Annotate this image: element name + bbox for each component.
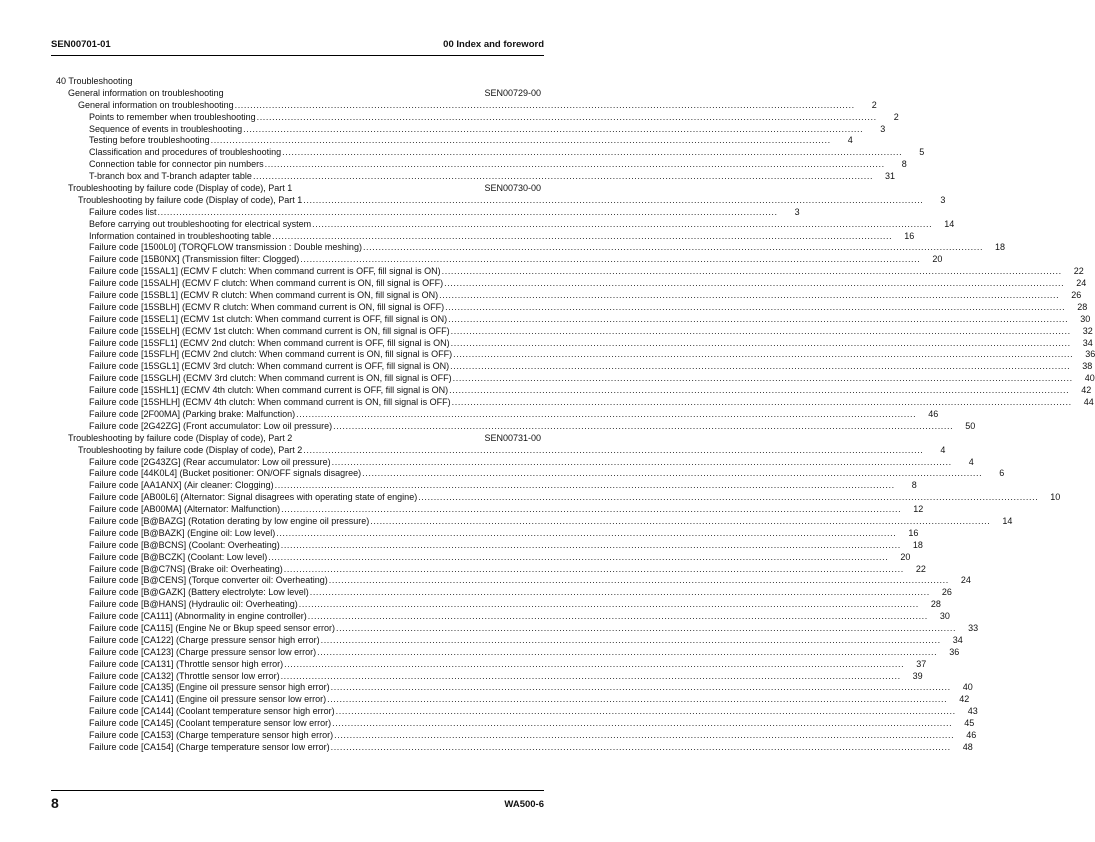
dot-leader: ........................................................................................................................................................................................................ [451,397,1072,408]
toc-entry [0,373,1095,385]
toc-page-number: 50 [965,420,976,431]
dot-leader: ........................................................................................................................................................................................................ [284,658,905,669]
toc-entry [0,266,1084,278]
toc-entry-title: Failure code [CA131] (Throttle sensor high error) [89,658,284,669]
toc-page-number: 22 [1073,266,1084,277]
toc-entry [0,88,595,100]
toc-entry-title: Failure code [CA154] (Charge temperature sensor low error) [89,741,330,752]
toc-page-number: 16 [908,527,919,538]
toc-entry [0,563,926,576]
toc-entry-title: Failure code [CA122] (Charge pressure sensor high error) [89,634,320,645]
toc-page-number: 33 [968,622,979,633]
toc-entry-title: Before carrying out troubleshooting for electrical system [89,218,312,229]
toc-page-number: 46 [966,729,977,740]
toc-entry [0,492,1061,504]
dot-leader: ........................................................................................................................................................................................................ [444,278,1065,289]
toc-page-number: 46 [928,408,939,419]
toc-entry-title: Points to remember when troubleshooting [89,111,256,122]
dot-leader: ........................................................................................................................................................................................................ [298,599,919,610]
toc-entry-title: Failure code [1500L0] (TORQFLOW transmission : Double meshing) [89,242,362,253]
toc-entry-title: Classification and procedures of troubleshooting [89,147,282,158]
toc-entry [0,349,1095,361]
toc-entry-title: Troubleshooting by failure code (Display of code), Part 2 [78,444,303,455]
dot-leader: ........................................................................................................................................................................................................ [283,563,904,574]
toc-entry [0,694,970,706]
toc-page-number: 40 [962,682,973,693]
toc-entry-title: Failure codes list [89,206,157,217]
toc-entry [0,622,979,635]
toc-entry [0,456,974,469]
dot-leader: ........................................................................................................................................................................................................ [335,706,956,717]
toc-entry-title: Failure code [15SGLH] (ECMV 3rd clutch: When command current is ON, fill signal is OFF) [89,373,452,384]
chapter-heading: 40 Troubleshooting [56,76,133,86]
dot-leader: ........................................................................................................................................................................................................ [309,587,930,598]
toc-entry-title: Failure code [15SHLH] (ECMV 4th clutch: When command current is ON, fill signal is OFF) [89,397,451,408]
toc-entry [0,515,1013,528]
toc-entry [0,301,1088,314]
dot-leader: ........................................................................................................................................................................................................ [445,301,1066,312]
toc-entry-title: Failure code [CA135] (Engine oil pressure sensor high error) [89,682,330,693]
toc-page-number: 42 [959,694,970,705]
toc-entry [0,634,963,647]
toc-entry-title: Failure code [CA132] (Throttle sensor low error) [89,670,280,681]
toc-entry [0,218,955,231]
toc-entry-title: T-branch box and T-branch adapter table [89,171,252,182]
toc-entry-title: Failure code [CA111] (Abnormality in engine controller) [89,611,307,622]
toc-entry-title: Failure code [CA115] (Engine Ne or Bkup speed sensor error) [89,622,335,633]
dot-leader: ........................................................................................................................................................................................................ [317,646,938,657]
toc-entry [0,361,1093,373]
toc-entry-title: Testing before troubleshooting [89,135,210,146]
dot-leader: ........................................................................................................................................................................................................ [333,420,954,431]
table-of-contents [0,76,1095,754]
toc-entry [0,230,915,243]
toc-entry [0,385,1092,397]
toc-page-number: 12 [913,504,924,515]
toc-entry-title: Failure code [15SFLH] (ECMV 2nd clutch: When command current is ON, fill signal is OFF) [89,349,453,360]
toc-entry [0,242,1006,254]
dot-leader: ........................................................................................................................................................................................................ [330,682,951,693]
footer-rule [51,790,544,791]
toc-entry [0,611,950,623]
toc-entry [0,171,896,183]
toc-entry-title: Failure code [B@HANS] (Hydraulic oil: Overheating) [89,599,298,610]
toc-entry [0,587,952,599]
toc-entry-title: Failure code [AA1ANX] (Air cleaner: Clogging) [89,480,274,491]
dot-leader: ........................................................................................................................................................................................................ [362,468,983,479]
toc-entry-title: Failure code [CA144] (Coolant temperature sensor high error) [89,706,335,717]
dot-leader: ........................................................................................................................................................................................................ [448,313,1069,324]
toc-page-number: 36 [1085,349,1095,360]
toc-page-number: 4 [847,135,853,146]
toc-entry-title: Failure code [B@GAZK] (Battery electrolyte: Low level) [89,587,309,598]
dot-leader: ........................................................................................................................................................................................................ [370,515,991,526]
toc-page-number: 4 [968,456,974,467]
toc-entry [0,408,939,421]
toc-entry [0,111,899,124]
toc-entry [0,76,595,88]
toc-entry [0,527,919,540]
toc-entry-title: Failure code [B@CENS] (Torque converter oil: Overheating) [89,575,328,586]
section-document-id: SEN00731-00 [484,432,541,443]
toc-entry [0,646,960,659]
toc-entry [0,706,978,718]
toc-page-number: 26 [941,587,952,598]
dot-leader: ........................................................................................................................................................................................................ [328,575,949,586]
dot-leader: ........................................................................................................................................................................................................ [335,622,957,633]
toc-entry [0,290,1082,302]
toc-entry [0,254,943,266]
toc-section-title: Troubleshooting by failure code (Display of code), Part 1 [68,183,293,194]
toc-page-number: 3 [940,194,946,205]
toc-entry [0,99,877,112]
toc-entry-title: Failure code [CA141] (Engine oil pressure sensor low error) [89,694,327,705]
toc-page-number: 31 [885,171,896,182]
dot-leader: ........................................................................................................................................................................................................ [276,527,897,538]
dot-leader: ........................................................................................................................................................................................................ [272,230,893,241]
dot-leader: ........................................................................................................................................................................................................ [334,729,955,740]
dot-leader: ........................................................................................................................................................................................................ [330,741,951,752]
dot-leader: ........................................................................................................................................................................................................ [327,694,948,705]
toc-entry [0,444,946,457]
document-id: SEN00701-01 [51,39,111,50]
dot-leader: ........................................................................................................................................................................................................ [234,99,855,110]
dot-leader: ........................................................................................................................................................................................................ [331,456,952,467]
dot-leader: ........................................................................................................................................................................................................ [450,337,1071,348]
toc-entry [0,206,800,219]
toc-entry-title: Connection table for connector pin numbers [89,159,264,170]
toc-entry-title: Failure code [B@BAZG] (Rotation derating by low engine oil pressure) [89,515,370,526]
toc-page-number: 26 [1071,290,1082,301]
dot-leader: ........................................................................................................................................................................................................ [243,123,864,134]
dot-leader: ........................................................................................................................................................................................................ [296,408,917,419]
toc-entry-title: Sequence of events in troubleshooting [89,123,243,134]
toc-page-number: 36 [949,646,960,657]
toc-entry-title: Failure code [B@BAZK] (Engine oil: Low level) [89,527,276,538]
toc-page-number: 43 [967,706,978,717]
toc-entry [0,599,941,611]
toc-entry [0,397,1094,409]
dot-leader: ........................................................................................................................................................................................................ [281,504,902,515]
toc-entry [0,123,886,136]
toc-entry [0,670,923,683]
toc-page-number: 2 [893,111,899,122]
toc-entry-title: Failure code [B@BCNS] (Coolant: Overheating) [89,539,280,550]
toc-page-number: 24 [960,575,971,586]
toc-page-number: 14 [1002,515,1013,526]
dot-leader: ........................................................................................................................................................................................................ [274,480,895,491]
toc-page-number: 18 [912,539,923,550]
dot-leader: ........................................................................................................................................................................................................ [303,194,924,205]
dot-leader: ........................................................................................................................................................................................................ [210,135,831,146]
toc-entry [0,480,917,492]
toc-entry-title: Failure code [15B0NX] (Transmission filter: Clogged) [89,254,300,265]
toc-entry [0,504,924,516]
toc-entry [0,194,946,207]
toc-page-number: 4 [940,444,946,455]
dot-leader: ........................................................................................................................................................................................................ [439,290,1060,301]
dot-leader: ........................................................................................................................................................................................................ [450,325,1071,336]
toc-entry [0,741,973,754]
header-rule [51,55,544,56]
toc-page-number: 34 [952,634,963,645]
toc-entry-title: Failure code [AB00L6] (Alternator: Signal disagrees with operating state of engine) [89,492,418,503]
toc-entry-title: Failure code [AB00MA] (Alternator: Malfunction) [89,504,281,515]
dot-leader: ........................................................................................................................................................................................................ [303,444,924,455]
toc-entry [0,539,923,552]
toc-page-number: 32 [1082,325,1093,336]
toc-page-number: 34 [1082,337,1093,348]
dot-leader: ........................................................................................................................................................................................................ [418,492,1039,503]
toc-entry-title: Failure code [15SHL1] (ECMV 4th clutch: When command current is OFF, fill signal is ON) [89,385,449,396]
toc-entry-title: Failure code [15SBL1] (ECMV R clutch: When command current is ON, fill signal is ON) [89,290,439,301]
dot-leader: ........................................................................................................................................................................................................ [453,349,1074,360]
toc-entry-title: Failure code [CA153] (Charge temperature sensor high error) [89,729,334,740]
toc-entry [0,147,925,159]
dot-leader: ........................................................................................................................................................................................................ [332,718,953,729]
dot-leader: ........................................................................................................................................................................................................ [268,551,889,562]
toc-entry-title: Failure code [15SGL1] (ECMV 3rd clutch: When command current is OFF, fill signal is ON) [89,361,450,372]
toc-entry-title: Failure code [15SAL1] (ECMV F clutch: When command current is OFF, fill signal is ON) [89,266,441,277]
toc-entry [0,718,975,730]
toc-page-number: 48 [962,741,973,752]
toc-page-number: 2 [871,99,877,110]
toc-entry [0,135,853,147]
dot-leader: ........................................................................................................................................................................................................ [256,111,877,122]
model-name: WA500-6 [504,799,544,810]
toc-page-number: 22 [915,563,926,574]
section-document-id: SEN00729-00 [484,87,541,98]
toc-entry [0,575,971,587]
toc-page-number: 5 [919,147,925,158]
dot-leader: ........................................................................................................................................................................................................ [362,242,984,253]
toc-entry-title: General information on troubleshooting [78,99,234,110]
toc-page-number: 28 [1077,301,1088,312]
toc-page-number: 28 [930,599,941,610]
toc-entry [0,337,1093,350]
dot-leader: ........................................................................................................................................................................................................ [280,539,901,550]
dot-leader: ........................................................................................................................................................................................................ [157,206,778,217]
toc-page-number: 10 [1050,492,1061,503]
toc-page-number: 16 [904,230,915,241]
toc-entry [0,468,1005,480]
toc-entry-title: Troubleshooting by failure code (Display of code), Part 1 [78,194,303,205]
dot-leader: ........................................................................................................................................................................................................ [441,266,1062,277]
dot-leader: ........................................................................................................................................................................................................ [449,385,1070,396]
dot-leader: ........................................................................................................................................................................................................ [450,361,1071,372]
toc-entry [0,658,927,671]
toc-page-number: 3 [880,123,886,134]
toc-entry [0,420,976,433]
dot-leader: ........................................................................................................................................................................................................ [252,171,874,182]
toc-page-number: 39 [912,670,923,681]
toc-entry [0,682,973,694]
toc-entry [0,183,595,195]
toc-page-number: 8 [901,159,907,170]
toc-page-number: 38 [1082,361,1093,372]
dot-leader: ........................................................................................................................................................................................................ [280,670,901,681]
dot-leader: ........................................................................................................................................................................................................ [282,147,903,158]
toc-page-number: 18 [995,242,1006,253]
page-header [51,39,544,50]
toc-page-number: 44 [1083,397,1094,408]
toc-section-title: Troubleshooting by failure code (Display of code), Part 2 [68,432,293,443]
toc-page-number: 20 [932,254,943,265]
toc-entry-title: Failure code [15SFL1] (ECMV 2nd clutch: When command current is OFF, fill signal is ON) [89,337,450,348]
dot-leader: ........................................................................................................................................................................................................ [300,254,921,265]
toc-page-number: 30 [939,611,950,622]
dot-leader: ........................................................................................................................................................................................................ [312,218,933,229]
toc-page-number: 30 [1080,313,1091,324]
toc-page-number: 6 [999,468,1005,479]
toc-entry-title: Failure code [2G43ZG] (Rear accumulator: Low oil pressure) [89,456,331,467]
toc-entry-title: Failure code [15SBLH] (ECMV R clutch: When command current is ON, fill signal is OFF) [89,301,445,312]
toc-entry [0,433,595,445]
toc-page-number: 40 [1084,373,1095,384]
toc-entry [0,729,977,742]
dot-leader: ........................................................................................................................................................................................................ [452,373,1073,384]
section-title: 00 Index and foreword [443,39,544,50]
toc-entry-title: Failure code [2F00MA] (Parking brake: Malfunction) [89,408,296,419]
toc-page-number: 14 [944,218,955,229]
toc-section-title: General information on troubleshooting [68,87,224,98]
toc-entry-title: Failure code [CA123] (Charge pressure sensor low error) [89,646,317,657]
toc-entry [0,551,911,564]
toc-entry-title: Failure code [CA145] (Coolant temperature sensor low error) [89,718,332,729]
toc-page-number: 8 [911,480,917,491]
toc-entry [0,159,907,171]
toc-entry-title: Failure code [44K0L4] (Bucket positioner: ON/OFF signals disagree) [89,468,362,479]
toc-page-number: 3 [794,206,800,217]
section-document-id: SEN00730-00 [484,183,541,194]
toc-entry-title: Failure code [15SELH] (ECMV 1st clutch: When command current is ON, fill signal is OFF) [89,325,450,336]
toc-entry-title: Failure code [B@BCZK] (Coolant: Low level) [89,551,268,562]
toc-entry-title: Failure code [B@C7NS] (Brake oil: Overheating) [89,563,283,574]
toc-page-number: 20 [900,551,911,562]
toc-entry [0,278,1087,290]
toc-page-number: 42 [1081,385,1092,396]
toc-page-number: 24 [1076,278,1087,289]
toc-entry-title: Failure code [2G42ZG] (Front accumulator: Low oil pressure) [89,420,333,431]
toc-page-number: 37 [916,658,927,669]
dot-leader: ........................................................................................................................................................................................................ [307,611,928,622]
toc-page-number: 45 [964,718,975,729]
toc-entry-title: Failure code [15SEL1] (ECMV 1st clutch: When command current is OFF, fill signal is ON) [89,313,448,324]
toc-entry [0,325,1093,338]
page-number: 8 [51,795,59,811]
toc-entry-title: Information contained in troubleshooting table [89,230,272,241]
toc-entry-title: Failure code [15SALH] (ECMV F clutch: When command current is ON, fill signal is OFF) [89,278,444,289]
toc-entry [0,313,1091,326]
dot-leader: ........................................................................................................................................................................................................ [264,159,885,170]
dot-leader: ........................................................................................................................................................................................................ [320,634,941,645]
